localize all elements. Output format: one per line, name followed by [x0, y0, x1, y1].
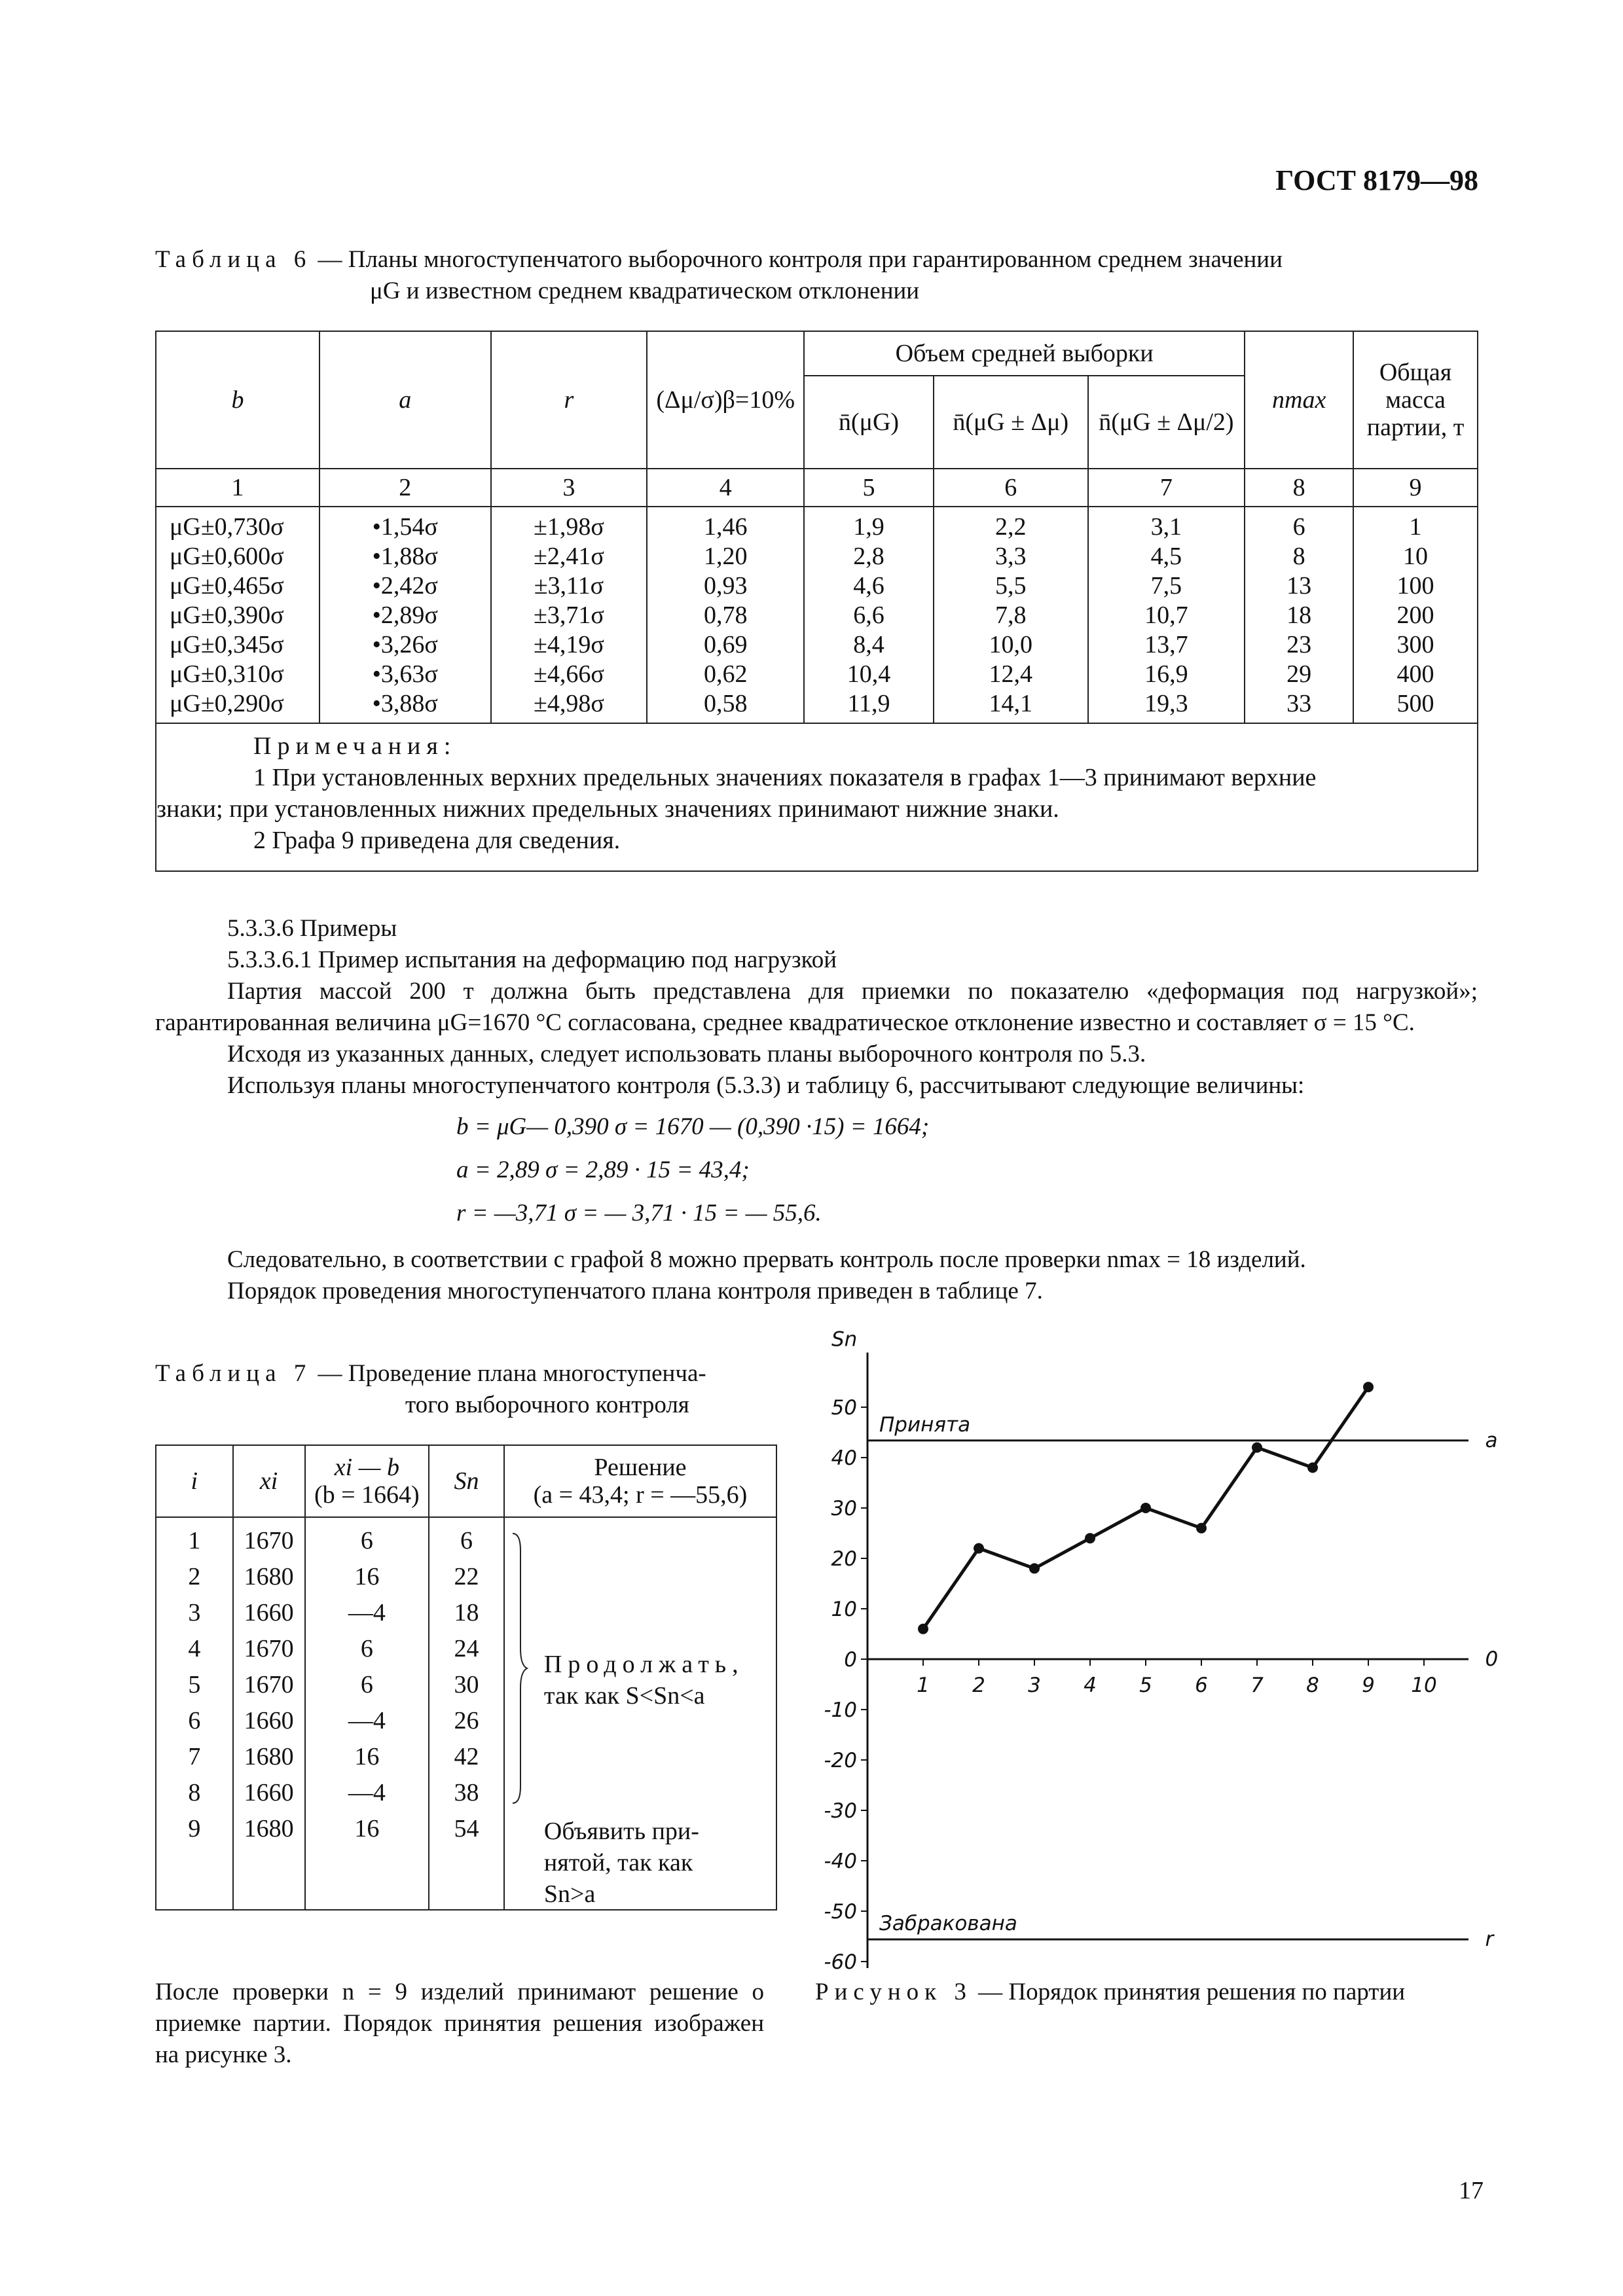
y-tick-label: 20: [831, 1547, 857, 1571]
table6-cell-a: •3,63σ: [372, 660, 438, 688]
table7-cell-xb: 16: [354, 1743, 380, 1770]
paragraph: Следовательно, в соответствии с графой 8 можно прервать контроль после проверки nmax = 18 изделий.: [227, 1246, 1306, 1273]
document-standard-number: ГОСТ 8179—98: [1275, 164, 1478, 196]
table7-cell-x: 1670: [244, 1671, 294, 1698]
table6-cell-a: •1,54σ: [372, 513, 438, 541]
table6-colnum: 7: [1088, 469, 1245, 507]
data-point: [918, 1624, 928, 1634]
table7-cell-s: 42: [454, 1743, 479, 1770]
table7-cell-xb: 16: [354, 1815, 380, 1842]
figure3-caption: [815, 1977, 1480, 2008]
data-point: [1196, 1523, 1207, 1534]
table6-cell-n2: 5,5: [994, 572, 1027, 600]
table6-colnum: 3: [491, 469, 647, 507]
table6-colnum: 5: [804, 469, 934, 507]
table6-cell-b: μG±0,390σ: [170, 601, 284, 629]
formula-a: a = 2,89 σ = 2,89 · 15 = 43,4;: [456, 1157, 750, 1183]
y-tick-label: -40: [824, 1850, 857, 1873]
table7-header-decision2: (a = 43,4; r = —55,6): [533, 1481, 748, 1509]
table6-cell-b: μG±0,310σ: [170, 660, 284, 688]
table6-col-n2: [934, 507, 1088, 723]
x-tick-label: 9: [1362, 1674, 1375, 1697]
table6-column-numbers: [156, 469, 1478, 507]
table6-cell-nmax: 6: [1292, 513, 1305, 541]
table7-header-x: xi: [233, 1445, 305, 1517]
table7-cell-s: 18: [454, 1599, 479, 1626]
table6: [155, 331, 1478, 872]
notes-title: Примечания:: [253, 732, 457, 760]
table6-cell-n3: 13,7: [1144, 631, 1188, 658]
table7-cell-x: 1680: [244, 1815, 294, 1842]
x-tick-label: 4: [1084, 1674, 1097, 1697]
table6-data-row: [156, 507, 1478, 723]
data-point: [1252, 1443, 1262, 1453]
figure3-chart: [802, 1327, 1499, 1974]
section-heading: 5.3.3.6 Примеры: [227, 915, 397, 942]
table6-cell-a: •3,26σ: [372, 631, 438, 658]
table6-cell-a: •3,88σ: [372, 690, 438, 717]
table6-col-r: [491, 507, 647, 723]
table6-cell-mass: 200: [1396, 601, 1434, 629]
x-tick-label: 7: [1250, 1674, 1264, 1697]
table7-cell-xb: 6: [360, 1671, 373, 1698]
decision-accept-2: нятой, так как: [543, 1849, 693, 1876]
table7-cell-i: 5: [188, 1671, 201, 1698]
brace-icon: [510, 1531, 530, 1806]
table6-header-n2: n̄(μG ± Δμ): [934, 376, 1088, 469]
table6-header-b: b: [156, 331, 319, 469]
note-2: 2 Графа 9 приведена для сведения.: [253, 827, 621, 854]
table6-cell-n3: 16,9: [1144, 660, 1188, 688]
table6-colnum: 2: [319, 469, 491, 507]
table6-caption-text: — Планы многоступенчатого выборочного контроля при гарантированном среднем значении: [312, 246, 1283, 273]
table7-cell-i: 4: [188, 1635, 201, 1662]
decision-continue: Продолжать,: [543, 1651, 744, 1678]
table6-cell-a: •1,88σ: [372, 543, 438, 570]
table6-header-group: Объем средней выборки: [804, 331, 1245, 376]
table7-data-row: [156, 1517, 776, 1910]
table6-col-nmax: [1245, 507, 1353, 723]
table7-header-s: Sn: [429, 1445, 504, 1517]
table6-cell-mass: 400: [1396, 660, 1434, 688]
table7-header-xb: xi — b: [334, 1454, 399, 1481]
table6-cell-n1: 11,9: [847, 690, 890, 717]
table6-header-r: r: [491, 331, 647, 469]
table7-cell-i: 9: [188, 1815, 201, 1842]
paragraph: Используя планы многоступенчатого контроля (5.3.3) и таблицу 6, рассчитывают следующие величины:: [227, 1072, 1305, 1099]
x-tick-label: 8: [1306, 1674, 1319, 1697]
paragraph: Порядок проведения многоступенчатого плана контроля приведен в таблице 7.: [227, 1278, 1043, 1304]
table7-cell-i: 1: [188, 1527, 201, 1554]
table6-caption: [155, 244, 1478, 307]
table6-col-a: [319, 507, 491, 723]
table6-cell-n3: 10,7: [1144, 601, 1188, 629]
table6-cell-n2: 2,2: [994, 513, 1027, 541]
table6-cell-mass: 500: [1396, 690, 1434, 717]
table6-cell-r: ±3,71σ: [534, 601, 604, 629]
y-tick-label: 50: [831, 1396, 857, 1420]
table7-cell-x: 1660: [244, 1599, 294, 1626]
table6-cell-ratio: 0,93: [703, 572, 748, 600]
data-point: [974, 1543, 984, 1554]
table7-caption-prefix: Таблица 7: [155, 1360, 312, 1387]
table7: [155, 1444, 777, 1910]
table6-cell-b: μG±0,465σ: [170, 572, 284, 600]
table7-caption-line2: того выборочного контроля: [405, 1391, 689, 1418]
note-1-continued: знаки; при установленных нижних предельных значениях принимают нижние знаки.: [156, 795, 1059, 823]
table7-cell-xb: —4: [348, 1779, 386, 1806]
table6-cell-ratio: 0,69: [703, 631, 748, 658]
table7-col-s: [429, 1517, 504, 1910]
table6-cell-n2: 10,0: [989, 631, 1032, 658]
table6-col-ratio: [647, 507, 804, 723]
data-point: [1085, 1533, 1095, 1543]
table6-cell-r: ±2,41σ: [534, 543, 604, 570]
paragraph-after-table7: После проверки n = 9 изделий принимают решение о приемке партии. Порядок принятия решения изображен на рисунке 3.: [155, 1979, 764, 2068]
y-tick-label: 40: [831, 1446, 857, 1470]
table6-cell-nmax: 18: [1286, 601, 1312, 629]
table7-header-i: i: [156, 1445, 233, 1517]
formula-r: r = —3,71 σ = — 3,71 · 15 = — 55,6.: [456, 1200, 822, 1227]
table7-cell-xb: 6: [360, 1527, 373, 1554]
table6-caption-line2: μG и известном среднем квадратическом отклонении: [370, 278, 920, 304]
y-tick-label: -10: [824, 1698, 857, 1722]
table7-cell-i: 7: [188, 1743, 201, 1770]
table6-cell-ratio: 0,62: [703, 660, 748, 688]
figure3-caption-text: — Порядок принятия решения по партии: [972, 1979, 1406, 2005]
y-tick-label: 30: [831, 1497, 857, 1520]
table7-cell-s: 26: [454, 1707, 479, 1734]
paragraph: Партия массой 200 т должна быть представлена для приемки по показателю «деформация под нагрузкой»; гарантированная величина μG=1670 °С согласована, среднее квадратическое отклонение известно и составляет σ = 15 °С.: [155, 978, 1478, 1036]
subsection-heading: 5.3.3.6.1 Пример испытания на деформацию под нагрузкой: [227, 946, 837, 973]
table7-cell-x: 1680: [244, 1743, 294, 1770]
reference-line-annotation: Забракована: [879, 1912, 1017, 1936]
table6-cell-nmax: 29: [1286, 660, 1312, 688]
table7-cell-s: 30: [454, 1671, 479, 1698]
table6-cell-b: μG±0,345σ: [170, 631, 284, 658]
table6-cell-mass: 100: [1396, 572, 1434, 600]
table6-cell-ratio: 1,20: [703, 543, 748, 570]
reference-line-annotation: Принята: [879, 1412, 971, 1437]
x-tick-label: 6: [1195, 1674, 1208, 1697]
table6-cell-ratio: 0,58: [703, 690, 748, 717]
table7-cell-xb: 6: [360, 1635, 373, 1662]
table6-header-nmax: nmax: [1245, 331, 1353, 469]
table6-header-n3: n̄(μG ± Δμ/2): [1088, 376, 1245, 469]
table7-cell-x: 1670: [244, 1635, 294, 1662]
table6-cell-n1: 8,4: [853, 631, 884, 658]
x-tick-label: 5: [1139, 1674, 1152, 1697]
table6-cell-r: ±4,66σ: [534, 660, 604, 688]
decision-continue-reason: так как S<Sn<a: [543, 1682, 705, 1710]
table6-colnum: 8: [1245, 469, 1353, 507]
table7-cell-s: 24: [454, 1635, 479, 1662]
table7-col-decision: [504, 1517, 776, 1910]
decision-accept-3: Sn>a: [543, 1880, 596, 1908]
table7-cell-i: 8: [188, 1779, 201, 1806]
table6-header-a: a: [319, 331, 491, 469]
formula-b: b = μG— 0,390 σ = 1670 — (0,390 ·15) = 1664;: [456, 1113, 930, 1140]
table6-cell-n3: 7,5: [1150, 572, 1182, 600]
page-number: 17: [1459, 2177, 1484, 2204]
table6-col-n1: [804, 507, 934, 723]
table6-notes: [156, 723, 1478, 871]
table6-header-ratio: (Δμ/σ)β=10%: [647, 331, 804, 469]
note-1: 1 При установленных верхних предельных значениях показателя в графах 1—3 принимают верхние: [253, 764, 1317, 791]
table6-cell-n2: 7,8: [994, 601, 1027, 629]
table7-cell-x: 1660: [244, 1707, 294, 1734]
decision-accept: Объявить при-: [543, 1818, 699, 1845]
table6-cell-b: μG±0,290σ: [170, 690, 284, 717]
reference-line-label: r: [1485, 1928, 1494, 1952]
table7-cell-xb: —4: [348, 1707, 386, 1734]
reference-line-label: a: [1485, 1428, 1498, 1452]
table7-caption: [155, 1358, 784, 1421]
table7-header-xb2: (b = 1664): [314, 1481, 420, 1509]
table6-cell-b: μG±0,600σ: [170, 543, 284, 570]
table6-cell-n2: 3,3: [994, 543, 1027, 570]
table7-cell-s: 22: [454, 1563, 479, 1590]
table6-cell-a: •2,42σ: [372, 572, 438, 600]
paragraph: Исходя из указанных данных, следует использовать планы выборочного контроля по 5.3.: [227, 1041, 1146, 1067]
table6-cell-n1: 6,6: [853, 601, 884, 629]
table6-col-b: [156, 507, 319, 723]
table6-cell-b: μG±0,730σ: [170, 513, 284, 541]
table7-cell-s: 38: [454, 1779, 479, 1806]
table7-cell-xb: —4: [348, 1599, 386, 1626]
table7-cell-s: 6: [460, 1527, 473, 1554]
table6-cell-n2: 12,4: [989, 660, 1032, 688]
y-tick-label: -20: [824, 1749, 857, 1772]
reference-line-label: 0: [1485, 1647, 1499, 1671]
body-text: [155, 913, 1478, 1307]
table6-cell-mass: 10: [1403, 543, 1429, 570]
table6-cell-nmax: 33: [1286, 690, 1312, 717]
x-tick-label: 10: [1411, 1674, 1437, 1697]
table6-cell-n1: 10,4: [847, 660, 891, 688]
table6-cell-nmax: 23: [1286, 631, 1312, 658]
table6-cell-ratio: 0,78: [703, 601, 748, 629]
x-tick-label: 2: [972, 1674, 985, 1697]
table7-caption-text: — Проведение плана многоступенча-: [312, 1360, 706, 1387]
table6-cell-mass: 300: [1396, 631, 1434, 658]
table6-cell-nmax: 13: [1286, 572, 1312, 600]
table7-cell-s: 54: [454, 1815, 479, 1842]
data-point: [1307, 1462, 1318, 1473]
table6-col-n3: [1088, 507, 1245, 723]
y-tick-label: -60: [824, 1950, 857, 1974]
table6-cell-n3: 19,3: [1144, 690, 1188, 717]
table7-cell-xb: 16: [354, 1563, 380, 1590]
table7-col-xb: [305, 1517, 429, 1910]
table7-cell-x: 1670: [244, 1527, 294, 1554]
table6-cell-r: ±4,19σ: [534, 631, 604, 658]
x-tick-label: 3: [1028, 1674, 1041, 1697]
table7-col-i: [156, 1517, 233, 1910]
y-axis-label: Sn: [831, 1327, 858, 1352]
table6-cell-r: ±1,98σ: [534, 513, 604, 541]
data-point: [1029, 1563, 1040, 1573]
table7-col-x: [233, 1517, 305, 1910]
table6-cell-ratio: 1,46: [703, 513, 748, 541]
table6-cell-a: •2,89σ: [372, 601, 438, 629]
table6-header-n1: n̄(μG): [804, 376, 934, 469]
table7-header-decision: Решение: [594, 1454, 687, 1481]
table7-cell-x: 1660: [244, 1779, 294, 1806]
y-tick-label: -50: [824, 1900, 857, 1924]
table6-cell-r: ±4,98σ: [534, 690, 604, 717]
table7-cell-x: 1680: [244, 1563, 294, 1590]
figure3-caption-prefix: Рисунок 3: [815, 1979, 972, 2005]
table6-cell-mass: 1: [1409, 513, 1422, 541]
table6-caption-prefix: Таблица 6: [155, 246, 312, 273]
data-point: [1363, 1382, 1374, 1392]
table7-cell-i: 6: [188, 1707, 201, 1734]
table6-cell-n1: 2,8: [853, 543, 884, 570]
table6-cell-r: ±3,11σ: [534, 572, 604, 600]
table6-colnum: 4: [647, 469, 804, 507]
table6-cell-n3: 3,1: [1150, 513, 1182, 541]
table7-cell-i: 2: [188, 1563, 201, 1590]
table7-cell-i: 3: [188, 1599, 201, 1626]
y-tick-label: -30: [824, 1799, 857, 1823]
table6-cell-n2: 14,1: [989, 690, 1032, 717]
table6-header-mass: Общая масса партии, т: [1353, 331, 1478, 469]
table6-colnum: 9: [1353, 469, 1478, 507]
data-point: [1140, 1503, 1151, 1513]
y-tick-label: 0: [844, 1648, 857, 1672]
table6-cell-n1: 1,9: [853, 513, 884, 541]
table6-cell-n1: 4,6: [853, 572, 884, 600]
table6-col-mass: [1353, 507, 1478, 723]
y-tick-label: 10: [831, 1598, 857, 1621]
table6-colnum: 1: [156, 469, 319, 507]
table6-cell-nmax: 8: [1292, 543, 1305, 570]
x-tick-label: 1: [917, 1674, 930, 1697]
table6-colnum: 6: [934, 469, 1088, 507]
table6-cell-n3: 4,5: [1150, 543, 1182, 570]
